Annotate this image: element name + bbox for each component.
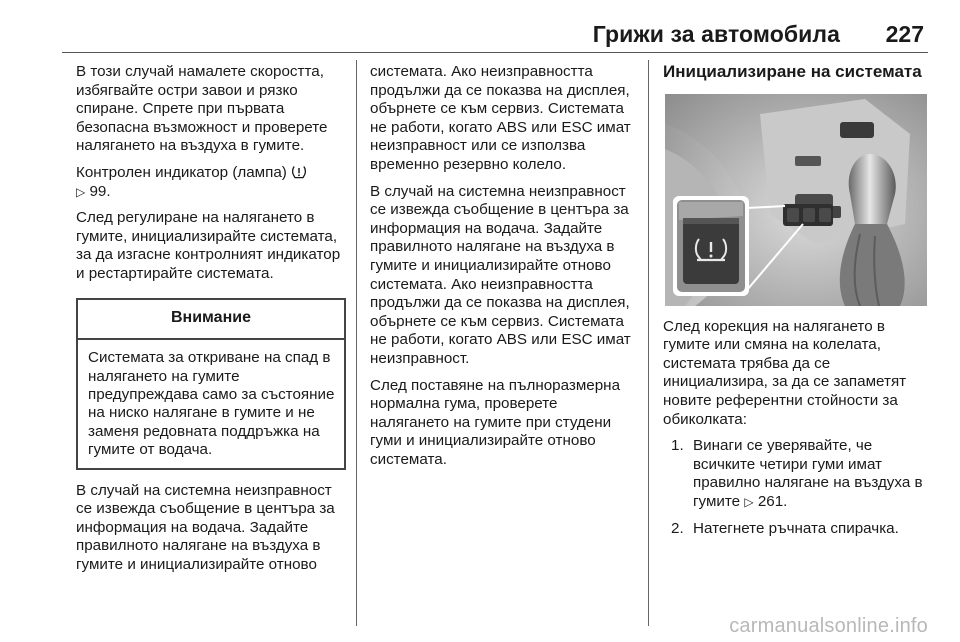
- warning-body: Системата за откриване на спад в налягането на гумите предупреждава само за състояние на ниско налягане в гумите и не заменя редовната поддръжка на гумите от водача.: [88, 349, 335, 459]
- paragraph: В този случай намалете скоростта, избягвайте остри завои и рязко спиране. Спрете при първата безопасна възможност и проверете налягането на въздуха в гумите.: [76, 63, 328, 155]
- section-title: Инициализиране на системата: [663, 62, 922, 81]
- list-item: 1. Винаги се уверявайте, че всичките четири гуми имат правилно налягане на въздуха в гумите ▷ 261.: [671, 437, 923, 510]
- cross-reference-link[interactable]: ▷ 261.: [744, 492, 788, 510]
- warning-title: Внимание: [78, 300, 344, 341]
- paragraph: След корекция на налягането в гумите или смяна на колелата, системата трябва да се инициализира, за да се запаметят новите референтни стойности за обиколката:: [663, 317, 907, 428]
- page-number: 227: [885, 21, 924, 47]
- column-divider: [648, 60, 649, 626]
- ref-arrow-icon: ▷: [76, 184, 86, 199]
- page-header: [62, 0, 928, 53]
- page-title: Грижи за автомобила: [592, 21, 840, 47]
- ref-arrow-icon: ▷: [744, 494, 754, 509]
- column-middle: [370, 63, 634, 477]
- paragraph: След регулиране на налягането в гумите, инициализирайте системата, за да изгасне контролният индикатор и рестартирайте системата.: [76, 209, 341, 282]
- column-divider: [356, 60, 357, 626]
- indicator-paragraph: [76, 164, 346, 201]
- column-left: [76, 63, 346, 583]
- list-item: 2. Натегнете ръчната спирачка.: [671, 519, 899, 537]
- column-right: [663, 63, 931, 546]
- paragraph: В случай на системна неизправност се извежда съобщение в центъра за информация на водача. Задайте правилното налягане на въздуха в гумите и инициализирайте отново системата. Ако неизправността продължи да се показва на дисплея, обърнете се към сервиз. Системата не работи, когато ABS или ESC имат неизправност.: [370, 182, 631, 367]
- paragraph: В случай на системна неизправност се извежда съобщение в центъра за информация на водача. Задайте правилното налягане на въздуха в гумите и инициализирайте отново: [76, 481, 335, 573]
- paragraph: След поставяне на пълноразмерна нормална гума, проверете налягането на гумите при студени гуми и инициализирайте отново системата.: [370, 376, 621, 468]
- tpms-button-photo: [665, 94, 927, 306]
- steps-list: [663, 437, 931, 538]
- warning-box: [76, 298, 346, 470]
- watermark-link[interactable]: carmanualsonline.info: [729, 615, 928, 637]
- cross-reference-link[interactable]: ▷ 99.: [76, 182, 111, 200]
- tpms-warning-icon: [291, 164, 307, 180]
- paragraph: системата. Ако неизправността продължи да се показва на дисплея, обърнете се към сервиз. Системата не работи, когато ABS или ESC имат неизправност или се използва временно резервно колело.: [370, 63, 631, 173]
- indicator-label: Контролен индикатор (лампа): [76, 163, 287, 181]
